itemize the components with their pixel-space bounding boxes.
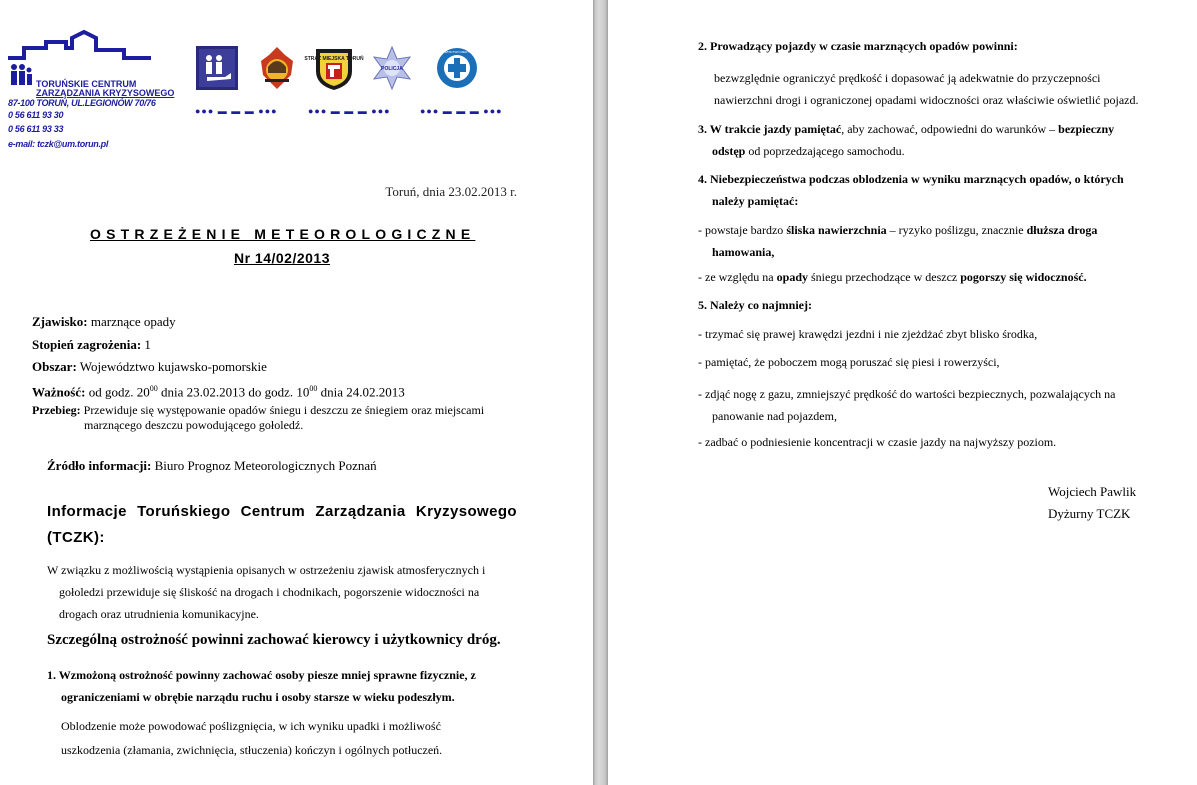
information-source <box>47 458 377 474</box>
intro-line-3: drogach oraz utrudnienia komunikacyjne. <box>59 607 259 621</box>
field-course <box>32 403 532 433</box>
point-2-text <box>714 67 1170 111</box>
danger-1-c: – ryzyko poślizgu, znacznie <box>886 223 1027 237</box>
intro-paragraph <box>47 559 519 625</box>
police-text: POLICJA <box>381 66 403 72</box>
danger-2-a: - ze względu na <box>698 270 777 284</box>
medical-rescue-emblem-icon <box>435 45 479 91</box>
area-value: Województwo kujawsko-pomorskie <box>76 359 267 374</box>
danger-2-precip: opady <box>776 270 808 284</box>
emergency-services-emblems <box>195 45 503 116</box>
point-1-line-1: 1. Wzmożoną ostrożność powinny zachować osoby piesze mniej sprawne fizycznie, z <box>47 668 476 682</box>
course-label: Przebieg: <box>32 403 81 417</box>
org-phone-2: 0 56 611 93 33 <box>8 124 64 134</box>
point-3-lead: 3. W trakcie jazdy pamiętać <box>698 122 842 136</box>
validity-mid: dnia 23.02.2013 do godz. 10 <box>157 384 310 400</box>
point-1-heading <box>47 664 517 708</box>
point-1-text <box>61 714 521 762</box>
danger-1-a: - powstaje bardzo <box>698 223 787 237</box>
point-4-heading <box>698 168 1168 212</box>
point-4-line-2: należy pamiętać: <box>712 194 799 208</box>
phenomenon-value: marznące opady <box>87 314 176 329</box>
point-3-distance: odstęp <box>712 144 746 158</box>
advice-3-line-2: panowanie nad pojazdem, <box>712 409 837 423</box>
validity-to-minutes: 00 <box>309 384 318 393</box>
signature-name: Wojciech Pawlik <box>1048 484 1137 499</box>
page-gutter <box>593 0 608 785</box>
point-1-line-2: ograniczeniami w obrębie narządu ruchu i osoby starsze w wieku podeszłym. <box>61 690 455 704</box>
document-page-left <box>0 0 593 785</box>
point-2-heading: 2. Prowadzący pojazdy w czasie marznących opadów powinni: <box>698 39 1018 53</box>
threat-level-value: 1 <box>141 337 151 352</box>
advice-item-4: - zadbać o podniesienie koncentracji w czasie jazdy na najwyższy poziom. <box>698 435 1057 449</box>
document-page-right <box>608 0 1197 785</box>
area-label: Obszar: <box>32 359 77 374</box>
fire-brigade-emblem-icon <box>255 45 299 91</box>
point-3-end: od poprzedzającego samochodu. <box>745 144 905 158</box>
validity-from-minutes: 00 <box>149 384 158 393</box>
danger-1-slippery: śliska nawierzchnia <box>786 223 887 237</box>
emblem-dot-strip-2: ●●● ▬ ▬ ▬ ●●● <box>308 106 391 116</box>
point-3-mid: , aby zachować, odpowiedni do warunków – <box>841 122 1059 136</box>
course-line-1: Przewiduje się występowanie opadów śniegu i deszczu ze śniegiem oraz miejscami <box>80 403 485 417</box>
point-2-line-2: nawierzchni drogi i ograniczonej opadami widoczności oraz właściwie oświetlić pojazd. <box>714 93 1139 107</box>
org-name <box>36 80 174 98</box>
danger-1-longer: dłuższa droga <box>1026 223 1098 237</box>
advice-item-3 <box>698 383 1168 427</box>
advice-item-2: - pamiętać, że poboczem mogą poruszać się piesi i rowerzyści, <box>698 355 1000 369</box>
point-1-text-line-2: uszkodzenia (złamania, zwichnięcia, stłuczenia) kończyn i ogólnych potłuczeń. <box>61 743 443 757</box>
tczk-logo <box>6 30 181 155</box>
police-star-emblem-icon <box>370 45 414 91</box>
document-number: Nr 14/02/2013 <box>233 250 331 266</box>
danger-2-c: śniegu przechodzące w deszcz <box>808 270 961 284</box>
social-welfare-emblem-icon <box>195 45 239 91</box>
intro-line-2: gołoledzi przewiduje się śliskość na drogach i chodnikach, pogorszenie widoczności na <box>59 585 480 599</box>
document-title: OSTRZEŻENIE METEOROLOGICZNE <box>90 226 476 242</box>
care-heading: Szczególną ostrożność powinni zachować kierowcy i użytkownicy dróg. <box>47 632 501 648</box>
tczk-info-heading: Informacje Toruńskiego Centrum Zarządzania Kryzysowego (TCZK): <box>47 503 517 546</box>
point-1-text-line-1: Oblodzenie może powodować poślizgnięcia, w ich wyniku upadki i możliwość <box>61 719 441 733</box>
point-3-safe: bezpieczny <box>1058 122 1115 136</box>
signature-role: Dyżurny TCZK <box>1048 506 1131 521</box>
org-phone-1: 0 56 611 93 30 <box>8 110 64 120</box>
point-5-heading: 5. Należy co najmniej: <box>698 298 812 312</box>
intro-line-1: W związku z możliwością wystąpienia opisanych w ostrzeżeniu zjawisk atmosferycznych i <box>47 563 486 577</box>
phenomenon-label: Zjawisko: <box>32 314 88 329</box>
validity-end: dnia 24.02.2013 <box>317 384 405 400</box>
medical-rescue-text: RATOWNICTWO MEDYCZNE <box>436 50 478 54</box>
source-value: Biuro Prognoz Meteorologicznych Poznań <box>151 458 377 473</box>
field-threat-level <box>32 337 151 352</box>
org-address: 87-100 TORUŃ, UL.LEGIONÓW 70/76 <box>8 98 156 108</box>
danger-item-1 <box>698 219 1168 263</box>
org-email: e-mail: tczk@um.torun.pl <box>8 139 109 149</box>
advice-3-line-1: - zdjąć nogę z gazu, zmniejszyć prędkość do wartości bezpiecznych, pozwalających na <box>698 387 1116 401</box>
source-label: Źródło informacji: <box>47 458 152 473</box>
municipal-guard-text: STRAŻ MIEJSKA TORUŃ <box>304 56 364 62</box>
emblem-dot-strip-1: ●●● ▬ ▬ ▬ ●●● <box>195 106 278 116</box>
danger-1-braking: hamowania, <box>712 245 775 259</box>
advice-item-1: - trzymać się prawej krawędzi jezdni i nie zjeżdżać zbyt blisko środka, <box>698 327 1038 341</box>
field-phenomenon <box>32 314 176 329</box>
point-4-line-1: 4. Niebezpieczeństwa podczas oblodzenia w wyniku marznących opadów, o których <box>698 172 1124 186</box>
validity-from: od godz. 20 <box>85 384 150 400</box>
validity-label: Ważność: <box>32 384 86 400</box>
org-name-line1: TORUŃSKIE CENTRUM <box>36 79 137 89</box>
org-name-line2: ZARZĄDZANIA KRYZYSOWEGO <box>36 88 175 98</box>
danger-item-2 <box>698 270 1168 285</box>
threat-level-label: Stopień zagrożenia: <box>32 337 142 352</box>
document-date: Toruń, dnia 23.02.2013 r. <box>385 184 517 199</box>
emblem-dot-strip-3: ●●● ▬ ▬ ▬ ●●● <box>420 106 503 116</box>
field-area <box>32 359 267 374</box>
danger-2-visibility: pogorszy się widoczność. <box>960 270 1087 284</box>
field-validity <box>32 381 405 399</box>
point-2-line-1: bezwzględnie ograniczyć prędkość i dopasować ją adekwatnie do przyczepności <box>714 71 1101 85</box>
municipal-guard-emblem-icon <box>304 45 364 91</box>
course-line-2: marznącego deszczu powodującego gołoledź. <box>84 418 304 432</box>
point-3 <box>698 118 1168 162</box>
